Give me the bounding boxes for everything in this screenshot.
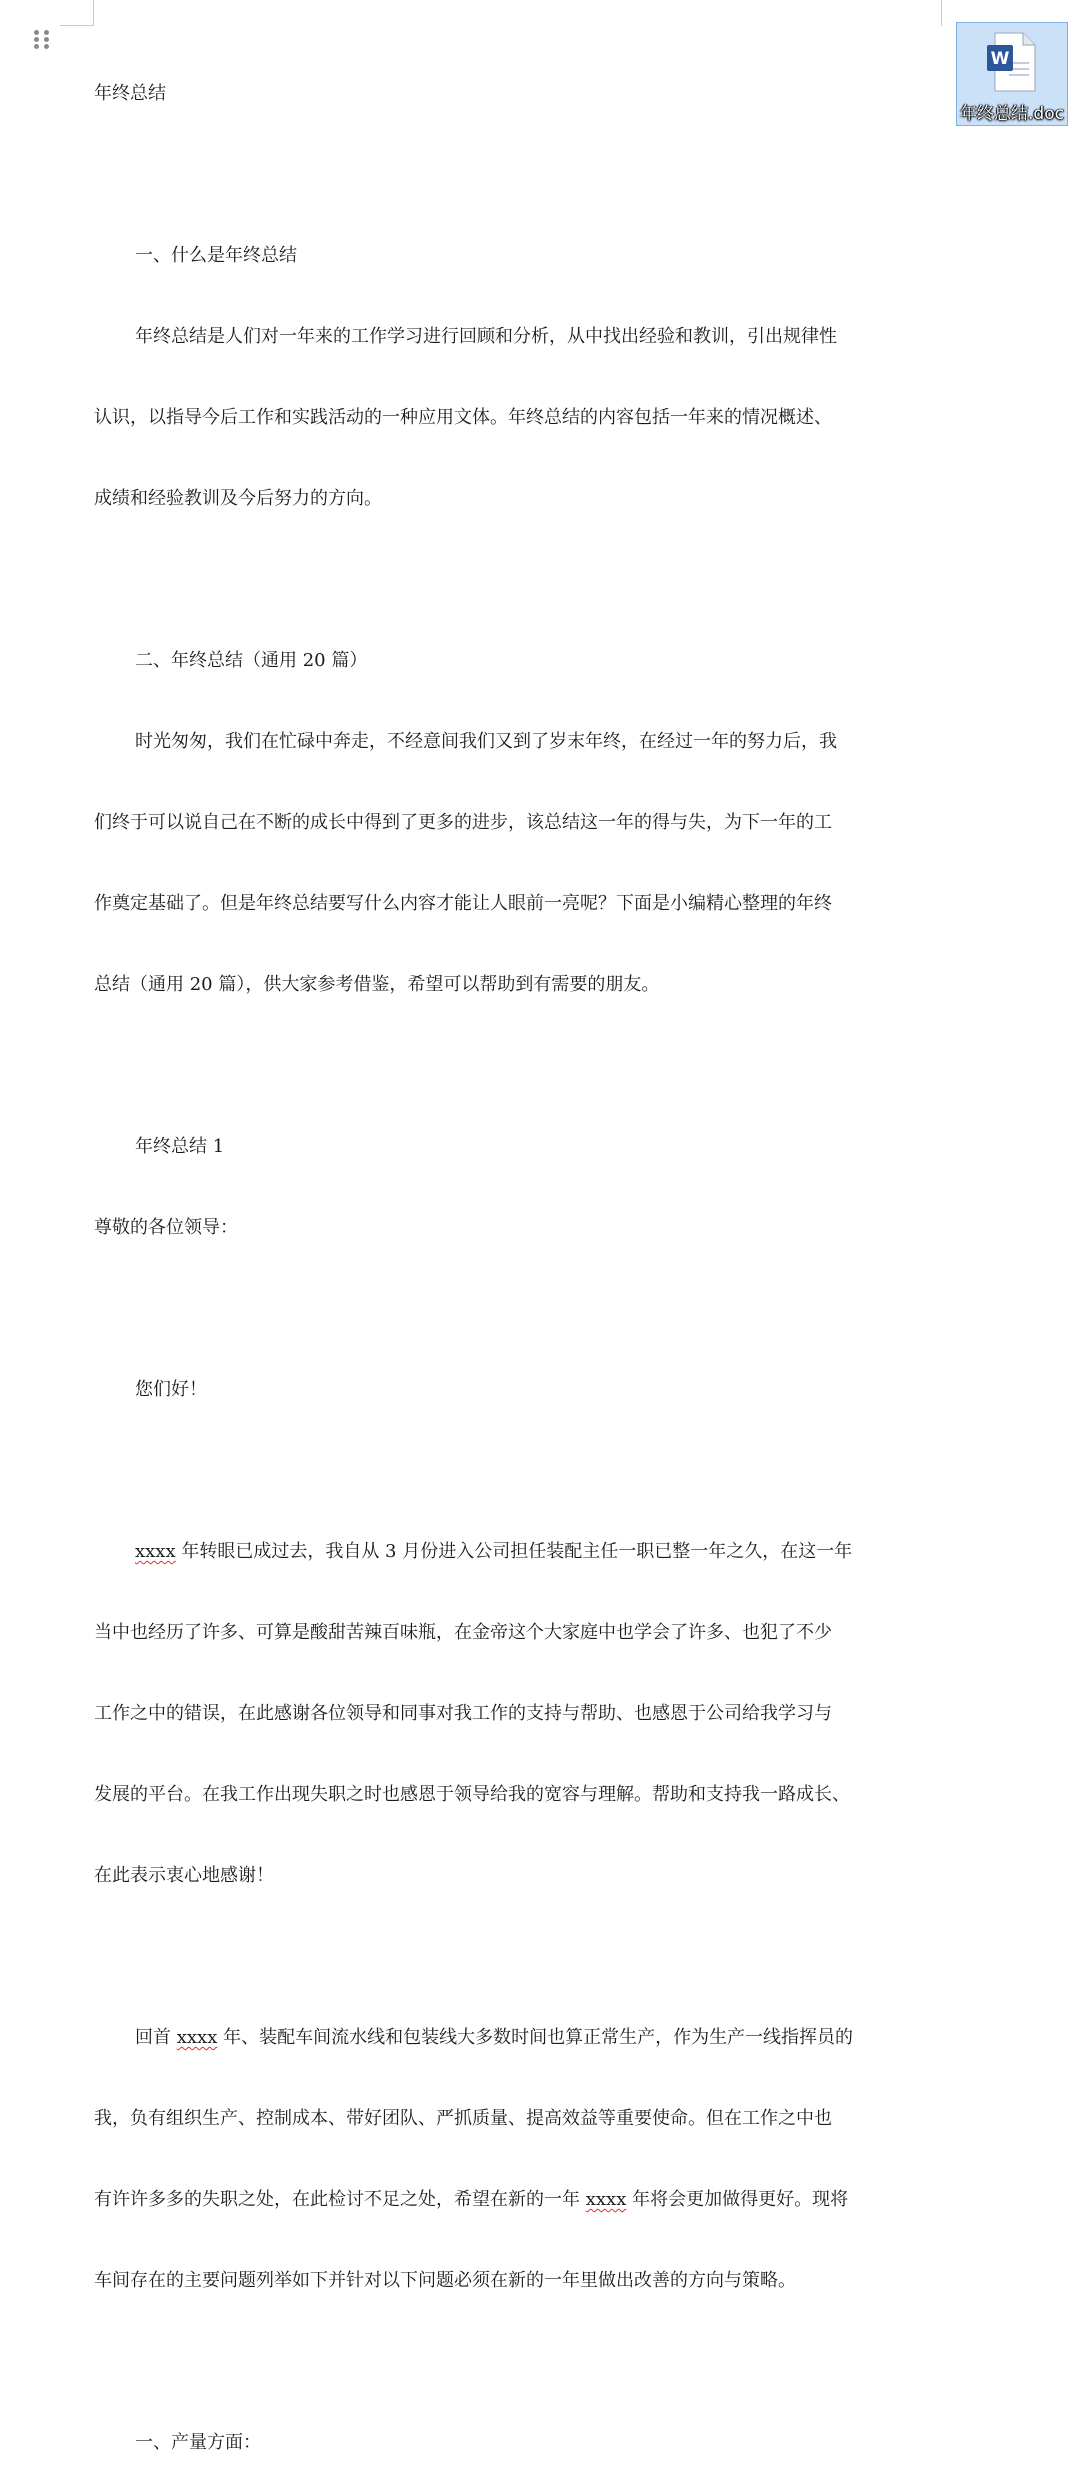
para1-line-2: 当中也经历了许多、可算是酸甜苦辣百味瓶，在金帝这个大家庭中也学会了许多、也犯了不少 bbox=[94, 1622, 832, 1643]
section2-line-1: 时光匆匆，我们在忙碌中奔走，不经意间我们又到了岁末年终，在经过一年的努力后，我 bbox=[135, 731, 837, 752]
para2-line-1 bbox=[94, 2024, 944, 2051]
page-corner-mark-right bbox=[941, 0, 942, 26]
para1-line-1-text: 年转眼已成过去，我自从 3 月份进入公司担任装配主任一职已整一年之久，在这一年 bbox=[175, 1541, 853, 1562]
para2-line-3 bbox=[94, 2186, 944, 2213]
para1-line-1 bbox=[94, 1538, 944, 1565]
section1-heading: 一、什么是年终总结 bbox=[135, 245, 297, 266]
para2-line-1-start: 回首 bbox=[135, 2027, 177, 2048]
page-corner-mark-left-h bbox=[60, 25, 93, 26]
desktop-file-item[interactable] bbox=[956, 22, 1068, 126]
document-body[interactable] bbox=[94, 26, 944, 2483]
example-heading: 年终总结 1 bbox=[135, 1136, 225, 1157]
section1-line-1: 年终总结是人们对一年来的工作学习进行回顾和分析，从中找出经验和教训，引出规律性 bbox=[135, 326, 837, 347]
section1-line-3: 成绩和经验教训及今后努力的方向。 bbox=[94, 488, 382, 509]
section2-line-3: 作奠定基础了。但是年终总结要写什么内容才能让人眼前一亮呢？下面是小编精心整理的年终 bbox=[94, 893, 832, 914]
para2-line-3-start: 有许许多多的失职之处，在此检讨不足之处，希望在新的一年 bbox=[94, 2189, 586, 2210]
file-name-label: 年终总结.doc bbox=[960, 104, 1064, 124]
para1-line-5: 在此表示衷心地感谢！ bbox=[94, 1865, 274, 1886]
spellcheck-placeholder: xxxx bbox=[135, 1541, 176, 1562]
salutation: 尊敬的各位领导： bbox=[94, 1217, 238, 1238]
section2-line-2: 们终于可以说自己在不断的成长中得到了更多的进步，该总结这一年的得与失，为下一年的工 bbox=[94, 812, 832, 833]
greeting: 您们好！ bbox=[135, 1379, 207, 1400]
spellcheck-placeholder: xxxx bbox=[585, 2189, 627, 2210]
spellcheck-placeholder: xxxx bbox=[176, 2027, 218, 2048]
para1-line-3: 工作之中的错误，在此感谢各位领导和同事对我工作的支持与帮助、也感恩于公司给我学习与 bbox=[94, 1703, 832, 1724]
section1-line-2: 认识，以指导今后工作和实践活动的一种应用文体。年终总结的内容包括一年来的情况概述、 bbox=[94, 407, 832, 428]
word-document-icon bbox=[985, 31, 1041, 95]
word-icon-letter: W bbox=[990, 49, 1010, 69]
drag-handle-icon[interactable] bbox=[33, 29, 49, 51]
page-corner-mark-left bbox=[93, 0, 94, 26]
section2-heading: 二、年终总结（通用 20 篇） bbox=[135, 650, 368, 671]
para2-line-2: 我，负有组织生产、控制成本、带好团队、严抓质量、提高效益等重要使命。但在工作之中也 bbox=[94, 2108, 832, 2129]
next-section-heading: 一、产量方面： bbox=[135, 2432, 261, 2453]
para1-line-4: 发展的平台。在我工作出现失职之时也感恩于领导给我的宽容与理解。帮助和支持我一路成长、 bbox=[94, 1784, 850, 1805]
para2-line-1-text: 年、装配车间流水线和包装线大多数时间也算正常生产，作为生产一线指挥员的 bbox=[217, 2027, 854, 2048]
para2-line-3-text: 年将会更加做得更好。现将 bbox=[626, 2189, 849, 2210]
section2-line-4: 总结（通用 20 篇），供大家参考借鉴，希望可以帮助到有需要的朋友。 bbox=[94, 974, 660, 995]
document-title: 年终总结 bbox=[94, 83, 166, 104]
para2-line-4: 车间存在的主要问题列举如下并针对以下问题必须在新的一年里做出改善的方向与策略。 bbox=[94, 2270, 796, 2291]
